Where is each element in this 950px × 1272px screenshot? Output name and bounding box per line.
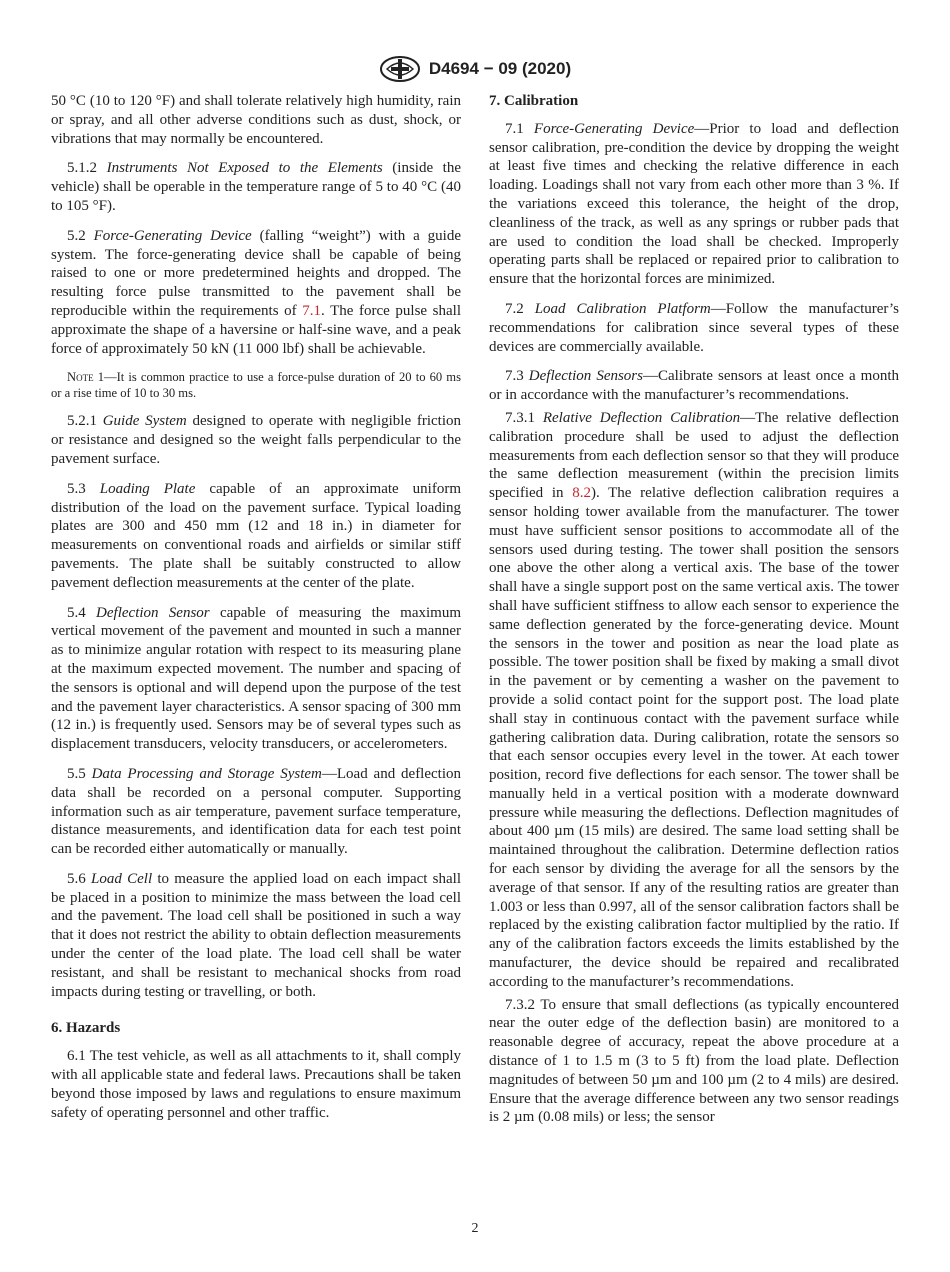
- paragraph-5-4: 5.4 Deflection Sensor capable of measuring the maximum vertical movement of the pavement and mounted in such a manner as to minimize angular rotation with respect to its measuring plane at the maximum expected movement. The number and spacing of the sensors is optional and will depend upon the purpose of the test and the pavement layer characteristics. A sensor spacing of 300 mm (12 in.) is frequently used. Sensors may be of several types such as displacement transducers, velocity transducers, or accelerometers.: [51, 604, 462, 753]
- note-1: Note 1—It is common practice to use a force-pulse duration of 20 to 60 ms or a rise time of 10 to 30 ms.: [51, 370, 461, 401]
- right-column: [489, 92, 899, 1127]
- section-link-7-1[interactable]: 7.1: [302, 302, 321, 319]
- paragraph-5-5: 5.5 Data Processing and Storage System—Load and deflection data shall be recorded on a personal computer. Supporting information such as air temperature, pavement surface temperature, distance measurements, and identification data for each test point can be recorded either automatically or manually.: [51, 765, 462, 858]
- left-column: [51, 92, 461, 1122]
- paragraph-continuation: 50 °C (10 to 120 °F) and shall tolerate relatively high humidity, rain or spray, and all other adverse conditions such as dust, shock, or vibrations that may normally be encountered.: [51, 93, 461, 147]
- page-header: [0, 55, 950, 83]
- paragraph-7-3-1: 7.3.1 Relative Deflection Calibration—The relative deflection calibration procedure shall be used to adjust the deflection measurements from each deflection sensor so that they will produce the same deflection measurement (within the precision limits specified in 8.2). The relative deflection calibration requires a sensor holding tower available from the manufacturer. The tower must have sufficient sensor positions to accommodate all of the sensors used during testing. The tower shall position the sensors one above the other along a vertical axis. The base of the tower shall have a single support post on the same vertical axis. The tower shall have sufficient stiffness to allow each sensor to experience the same deflection generated by the force-generating device. Mount the sensors in the tower and position as near the load plate as possible. The tower position shall be fixed by making a small divot in the pavement or by cementing a washer on the pavement to provide a solid contact point for the support post. The load plate shall stay in continuous contact with the pavement surface while gathering calibration data. During calibration, rotate the sensors so that each sensor occupies every level in the tower. At each tower position, record five deflections for each sensor. The tower shall be manually held in a vertical position with a moderate downward pressure while measuring the deflections. Deflection magnitudes of about 400 µm (15 mils) are desired. The same load setting shall be maintained throughout the calibration. Determine deflection ratios for each sensor by dividing the average for all the sensors by the average of that sensor. If any of the resulting ratios are greater than 1.003 or less than 0.997, all of the sensor calibration factors shall be replaced by the existing calibration factor multiplied by the ratio. If any of the calibration factors exceeds the limits established by the manufacturer, the device should be repaired and recalibrated according to the manufacturer’s recommendations.: [489, 409, 900, 990]
- astm-logo-icon: [379, 55, 421, 83]
- paragraph-5-1-2: 5.1.2 Instruments Not Exposed to the Elements (inside the vehicle) shall be operable in the temperature range of 5 to 40 °C (40 to 105 °F).: [51, 160, 462, 214]
- paragraph-7-1: 7.1 Force-Generating Device—Prior to load and deflection sensor calibration, pre-condition the device by dropping the weight at least five times and checking the relative difference in each loading. Loadings shall not vary from each other more than 3 %. If the variations exceed this tolerance, the height of the drop, cleanliness of the track, as well as any springs or rubber pads that are used to condition the load shall be checked. Improperly operating parts shall be replaced or repaired prior to calibration to ensure that the horizontal forces are minimized.: [489, 120, 899, 288]
- section-heading-hazards: 6. Hazards: [51, 1020, 121, 1037]
- paragraph-5-3: 5.3 Loading Plate capable of an approximate uniform distribution of the load on the pavement surface. Typical loading plates are 300 and 450 mm (12 and 18 in.) in diameter for measurements on conventional roads and airfields or similar stiff pavements. The plate shall be suitably constructed to allow pavement deflection measurements at the center of the plate.: [51, 480, 461, 591]
- paragraph-5-2: 5.2 Force-Generating Device (falling “weight”) with a guide system. The force-generating device shall be capable of being raised to one or more predetermined heights and dropped. The resulting force pulse transmitted to the pavement shall be reproducible within the requirements of 7.1. The force pulse shall approximate the shape of a haversine or half-sine wave, and a peak force of approximately 50 kN (11 000 lbf) shall be achievable.: [51, 227, 461, 357]
- section-link-8-2[interactable]: 8.2: [572, 485, 591, 502]
- document-id: D4694 − 09 (2020): [428, 59, 572, 78]
- paragraph-6-1: 6.1 The test vehicle, as well as all attachments to it, shall comply with all applicable state and federal laws. Precautions shall be taken beyond those imposed by laws and regulations to ensure maximum safety of operating personnel and other traffic.: [51, 1048, 461, 1121]
- section-heading-calibration: 7. Calibration: [489, 93, 579, 109]
- paragraph-5-2-1: 5.2.1 Guide System designed to operate with negligible friction or resistance and designed so the weight falls perpendicular to the pavement surface.: [51, 413, 461, 467]
- paragraph-7-3-2: 7.3.2 To ensure that small deflections (as typically encountered near the outer edge of the deflection basin) are monitored to a reasonable degree of accuracy, repeat the above procedure at a distance of 1 to 1.5 m (3 to 5 ft) from the load plate. Deflection magnitudes of between 50 µm and 100 µm (2 to 4 mils) are desired. Ensure that the average difference between any two sensor readings is 2 µm (0.08 mils) or less; the sensor: [489, 996, 899, 1126]
- paragraph-7-2: 7.2 Load Calibration Platform—Follow the manufacturer’s recommendations for calibration since several types of these devices are commercially available.: [489, 300, 899, 355]
- paragraph-7-3: 7.3 Deflection Sensors—Calibrate sensors at least once a month or in accordance with the manufacturer’s recommendations.: [489, 368, 899, 404]
- page-number: 2: [471, 1221, 479, 1236]
- paragraph-5-6: 5.6 Load Cell to measure the applied load on each impact shall be placed in a position to minimize the mass between the load cell and the pavement. The load cell shall be positioned in such a way that it does not restrict the ability to obtain deflection measurements under the center of the load plate. The load cell shall be water resistant, and shall be resistant to mechanical shocks from road impacts during testing or travelling, or both.: [51, 870, 462, 1000]
